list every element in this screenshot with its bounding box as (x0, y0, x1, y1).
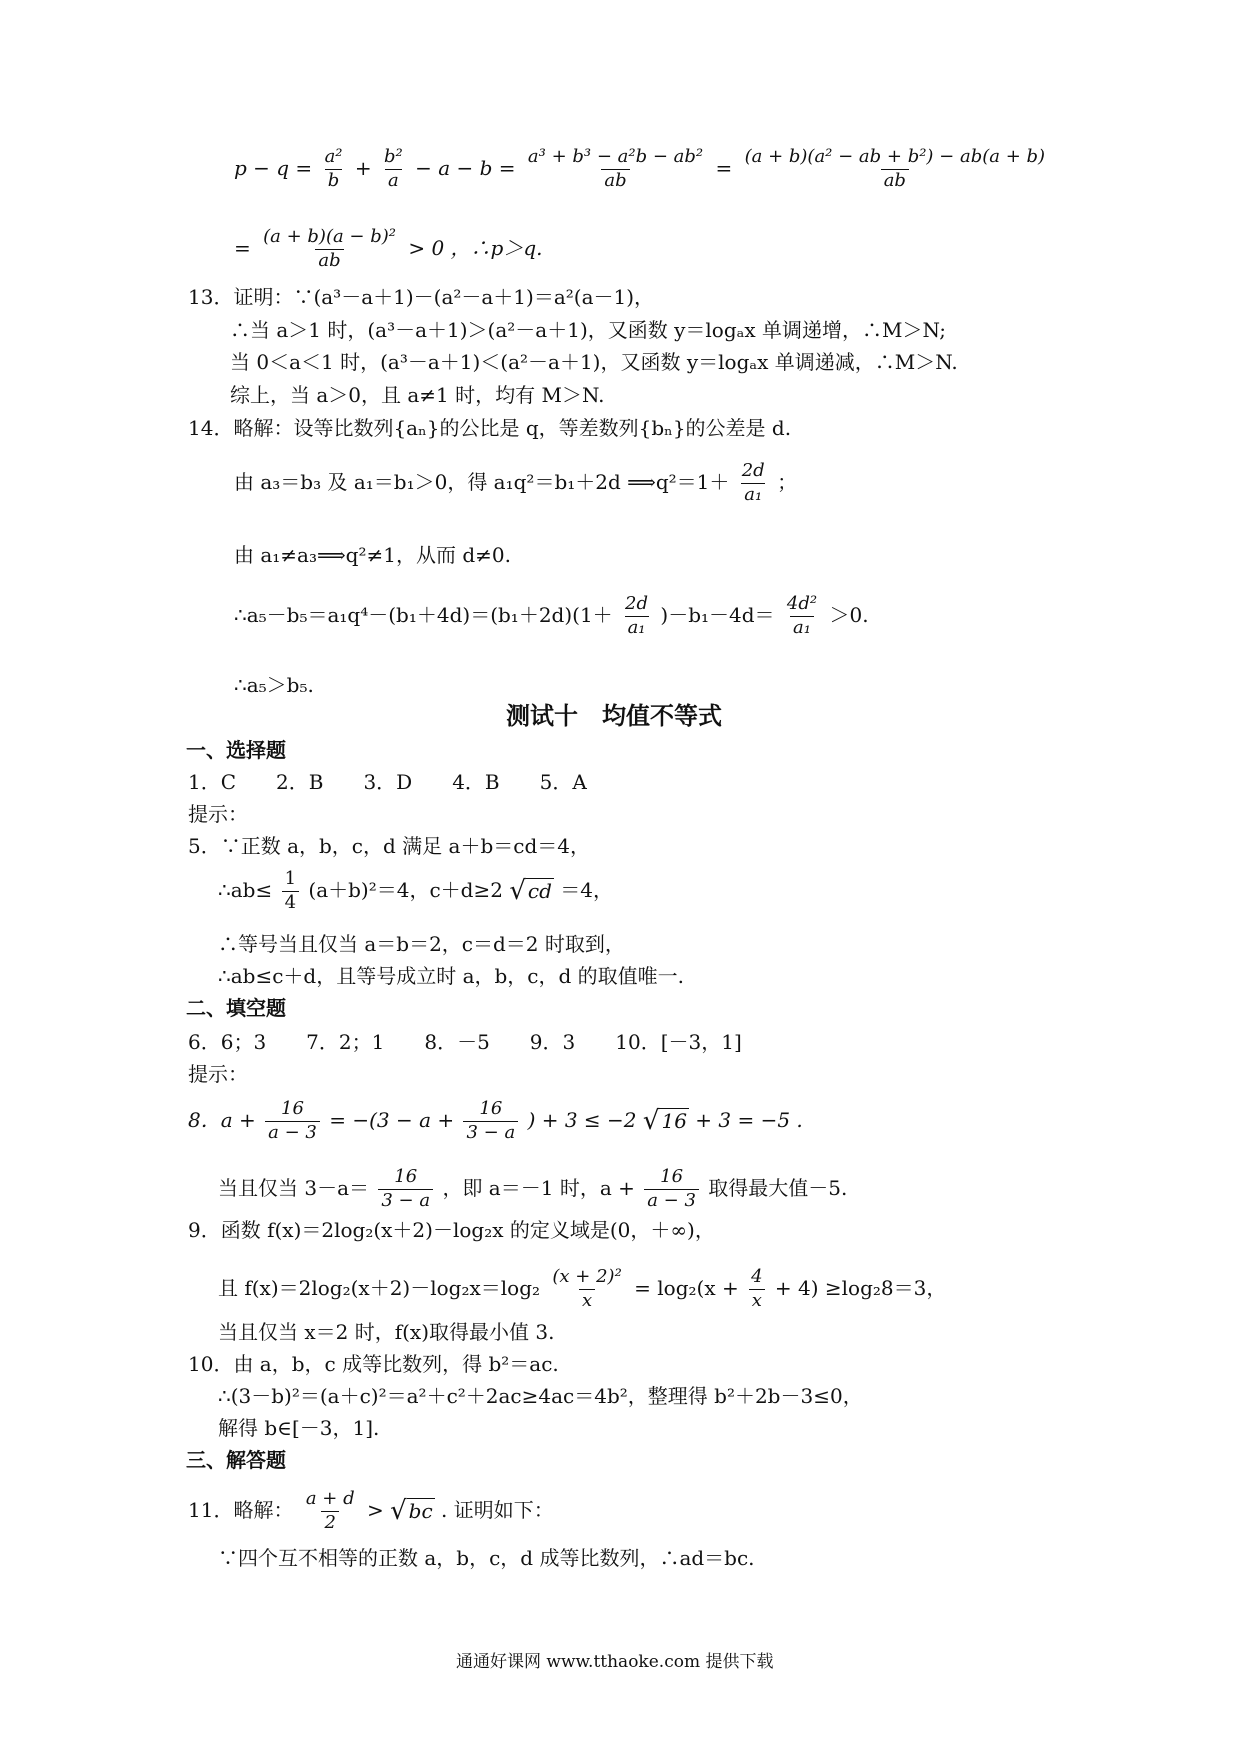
numerator: b² (384, 146, 403, 167)
fraction (525, 148, 706, 191)
q14-line-3: 由 a₁≠a₃⟹q²≠1，从而 d≠0. (234, 543, 511, 567)
numerator: 2d (625, 593, 649, 614)
numerator: 16 (394, 1166, 418, 1187)
denominator: 4 (282, 891, 299, 913)
fraction (265, 1100, 320, 1143)
page-footer: 通通好课网 www.tthaoke.com 提供下载 (456, 1652, 774, 1672)
q5-line-1: 5．∵正数 a，b，c，d 满足 a＋b＝cd＝4， (188, 834, 590, 858)
denominator: a − 3 (644, 1189, 699, 1211)
q10-line-2: ∴(3－b)²＝(a＋c)²＝a²＋c²＋2ac≥4ac＝4b²，整理得 b²＋2b－3≤0， (218, 1384, 863, 1408)
eq-text: . 证明如下： (441, 1497, 554, 1522)
q11-line-2: ∵四个互不相等的正数 a，b，c，d 成等比数列，∴ad＝bc. (218, 1546, 755, 1570)
fraction (784, 595, 820, 638)
q9-line-3: 当且仅当 x＝2 时，f(x)取得最小值 3. (218, 1320, 555, 1344)
radical-sign: √ (390, 1496, 407, 1527)
eq-text: ∴a₅－b₅＝a₁q⁴－(b₁＋4d)＝(b₁＋2d)(1＋ (234, 602, 613, 627)
q13-line-1: 13．证明：∵(a³－a＋1)－(a²－a＋1)＝a²(a－1)， (188, 285, 655, 309)
hint-label-2: 提示： (188, 1062, 248, 1086)
q11-line-1 (188, 1490, 554, 1533)
eq-text: = −(3 − a + (329, 1107, 455, 1132)
fraction (260, 228, 399, 271)
eq-text: ＝4， (560, 877, 613, 902)
fraction (282, 870, 299, 913)
eq-text: + 4) ≥log₂8＝3， (774, 1275, 947, 1300)
fraction (381, 148, 406, 191)
eq-text: ，即 a＝－1 时，a + (442, 1175, 635, 1200)
fraction (622, 595, 651, 638)
numerator: 4 (751, 1266, 763, 1287)
radicand: bc (408, 1499, 433, 1524)
numerator: 4d² (786, 593, 818, 614)
fraction (742, 148, 1048, 191)
denominator: a₁ (625, 616, 649, 638)
eq-text: + 3 = −5 . (695, 1107, 803, 1132)
numerator: 1 (284, 868, 297, 889)
denominator: a₁ (741, 483, 765, 505)
answers-2: 6．6；3 7．2；1 8．－5 9．3 10．[－3，1] (188, 1030, 742, 1054)
eq-text: − a − b = (415, 155, 516, 180)
fraction (378, 1168, 433, 1211)
q13-line-2: ∴当 a＞1 时，(a³－a＋1)＞(a²－a＋1)，又函数 y＝logₐx 单调递增，∴M＞N; (230, 318, 947, 342)
numerator: (x + 2)² (552, 1266, 622, 1287)
q5-line-3: ∴等号当且仅当 a＝b＝2，c＝d＝2 时取到， (218, 932, 625, 956)
eq-text: = (234, 235, 251, 260)
q10-line-1: 10．由 a，b，c 成等比数列，得 b²＝ac. (188, 1352, 559, 1376)
eq-text: (a＋b)²＝4，c＋d≥2 (308, 877, 503, 902)
eq-text: > (366, 1497, 384, 1522)
radicand: 16 (661, 1109, 687, 1134)
q5-line-4: ∴ab≤c＋d，且等号成立时 a，b，c，d 的取值唯一. (218, 964, 685, 988)
numerator: (a + b)(a² − ab + b²) − ab(a + b) (744, 146, 1046, 167)
equation-p-minus-q (234, 148, 1051, 191)
q8-line-2 (218, 1168, 847, 1211)
denominator: x (749, 1289, 765, 1311)
eq-text: 11．略解： (188, 1497, 294, 1522)
eq-text: p − q = (234, 155, 313, 180)
numerator: 16 (281, 1098, 304, 1119)
q10-line-3: 解得 b∈[－3，1]. (218, 1416, 380, 1440)
sqrt (509, 876, 554, 907)
eq-text: 8．a + (188, 1107, 256, 1132)
eq-text: > 0 ，∴p＞q. (408, 235, 543, 260)
q5-line-2 (218, 870, 613, 913)
denominator: ab (601, 169, 629, 191)
numerator: 16 (479, 1098, 503, 1119)
radicand: cd (527, 879, 552, 904)
answers-1: 1．C 2．B 3．D 4．B 5．A (188, 770, 587, 794)
denominator: 2 (321, 1511, 338, 1533)
eq-text: 取得最大值－5. (708, 1175, 848, 1200)
denominator: b (325, 169, 343, 191)
fraction (322, 148, 346, 191)
q9-line-1: 9．函数 f(x)＝2log₂(x＋2)－log₂x 的定义域是(0，＋∞)， (188, 1218, 715, 1242)
fraction (463, 1100, 518, 1143)
radical-sign: √ (642, 1106, 660, 1137)
denominator: a (385, 169, 402, 191)
eq-text: 由 a₃＝b₃ 及 a₁＝b₁＞0，得 a₁q²＝b₁＋2d ⟹q²＝1＋ (234, 469, 730, 494)
fraction (549, 1268, 624, 1311)
numerator: a³ + b³ − a²b − ab² (527, 146, 704, 167)
eq-text: ＞0. (829, 602, 869, 627)
q13-line-4: 综上，当 a＞0，且 a≠1 时，均有 M＞N. (230, 383, 605, 407)
denominator: ab (881, 169, 909, 191)
equation-result (234, 228, 543, 271)
numerator: 2d (741, 460, 765, 481)
fraction (748, 1268, 765, 1311)
radical-sign: √ (509, 876, 526, 907)
denominator: x (579, 1289, 595, 1311)
q14-line-4 (234, 595, 869, 638)
denominator: 3 − a (463, 1121, 518, 1143)
q9-line-2 (218, 1268, 946, 1311)
fraction (303, 1490, 358, 1533)
denominator: ab (315, 249, 343, 271)
hint-label-1: 提示： (188, 802, 248, 826)
fraction (644, 1168, 699, 1211)
denominator: a₁ (790, 616, 814, 638)
q14-line-2 (234, 462, 797, 505)
section-heading-2: 二、填空题 (186, 996, 286, 1020)
eq-text: )－b₁－4d＝ (660, 602, 775, 627)
eq-text: ； (777, 469, 798, 494)
eq-text: = log₂(x + (634, 1275, 739, 1300)
sqrt (390, 1496, 435, 1527)
eq-text: = (715, 155, 733, 180)
q13-line-3: 当 0＜a＜1 时，(a³－a＋1)＜(a²－a＋1)，又函数 y＝logₐx 单调递减，∴M＞N. (230, 350, 958, 374)
q14-line-1: 14．略解：设等比数列{aₙ}的公比是 q，等差数列{bₙ}的公差是 d. (188, 416, 792, 440)
eq-text: ) + 3 ≤ −2 (527, 1107, 637, 1132)
denominator: 3 − a (378, 1189, 433, 1211)
q8-line-1 (188, 1100, 803, 1143)
eq-text: ∴ab≤ (218, 877, 273, 902)
eq-text: 当且仅当 3－a＝ (218, 1175, 370, 1200)
numerator: (a + b)(a − b)² (263, 226, 396, 247)
eq-text: + (354, 155, 372, 180)
fraction (739, 462, 768, 505)
denominator: a − 3 (265, 1121, 320, 1143)
numerator: 16 (660, 1166, 684, 1187)
section-heading-3: 三、解答题 (186, 1448, 286, 1472)
numerator: a + d (305, 1488, 355, 1509)
numerator: a² (324, 146, 343, 167)
section-title: 测试十 均值不等式 (506, 702, 722, 730)
sqrt (642, 1106, 689, 1137)
q14-line-5: ∴a₅＞b₅. (234, 673, 314, 697)
section-heading-1: 一、选择题 (186, 738, 286, 762)
eq-text: 且 f(x)＝2log₂(x＋2)－log₂x＝log₂ (218, 1275, 541, 1300)
